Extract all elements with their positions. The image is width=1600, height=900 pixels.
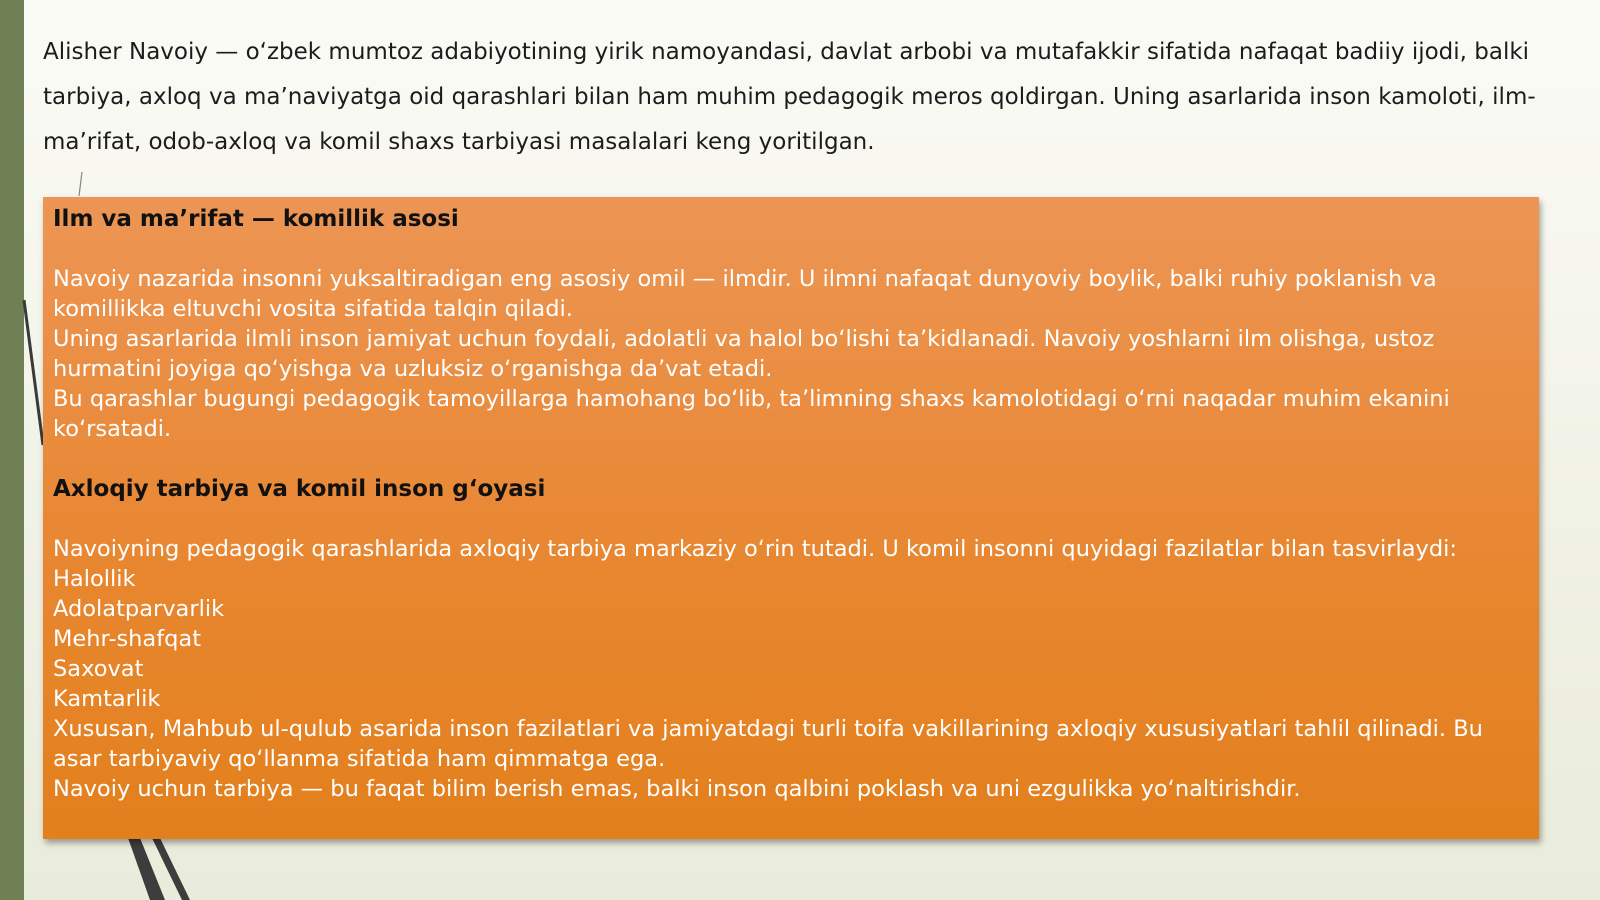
section1-paragraph-3: Bu qarashlar bugungi pedagogik tamoyillarga hamohang bo‘lib, ta’limning shaxs kamolotidagi o‘rni naqadar muhim ekanini ko‘rsatadi.	[53, 386, 1450, 442]
virtue-item: Mehr-shafqat	[53, 626, 202, 652]
section1-paragraph-1: Navoiy nazarida insonni yuksaltiradigan eng asosiy omil — ilmdir. U ilmni nafaqat dunyoviy boylik, balki ruhiy poklanish va komillikka eltuvchi vosita sifatida talqin qiladi.	[53, 266, 1437, 322]
deco-line-top	[79, 172, 82, 196]
section1-heading: Ilm va ma’rifat — komillik asosi	[53, 206, 459, 232]
spacer	[53, 504, 1529, 534]
deco-wedge-1	[128, 838, 165, 900]
section2-intro: Navoiyning pedagogik qarashlarida axloqiy tarbiya markaziy o‘rin tutadi. U komil insonni quyidagi fazilatlar bilan tasvirlaydi:	[53, 536, 1457, 562]
content-panel	[43, 197, 1539, 839]
spacer	[53, 444, 1529, 474]
deco-line-left	[24, 300, 43, 445]
section1-paragraph-2: Uning asarlarida ilmli inson jamiyat uchun foydali, adolatli va halol bo‘lishi ta’kidlanadi. Navoiy yoshlarni ilm olishga, ustoz hurmatini joyiga qo‘yishga va uzluksiz o‘rganishga da’vat etadi.	[53, 326, 1435, 382]
left-accent-bar	[0, 0, 24, 900]
spacer	[53, 234, 1529, 264]
section2-paragraph-1: Xususan, Mahbub ul-qulub asarida inson fazilatlari va jamiyatdagi turli toifa vakillarining axloqiy xususiyatlari tahlil qilinadi. Bu asar tarbiyaviy qo‘llanma sifatida ham qimmatga ega.	[53, 716, 1483, 772]
section2-heading: Axloqiy tarbiya va komil inson g‘oyasi	[53, 476, 546, 502]
intro-paragraph: Alisher Navoiy — o‘zbek mumtoz adabiyotining yirik namoyandasi, davlat arbobi va mutafakkir sifatida nafaqat badiiy ijodi, balki tarbiya, axloq va ma’naviyatga oid qarashlari bilan ham muhim pedagogik meros qoldirgan. Uning asarlarida inson kamoloti, ilm-ma’rifat, odob-axloq va komil shaxs tarbiyasi masalalari keng yoritilgan.	[43, 39, 1536, 155]
virtue-item: Adolatparvarlik	[53, 596, 225, 622]
virtue-item: Halollik	[53, 566, 136, 592]
section2-paragraph-2: Navoiy uchun tarbiya — bu faqat bilim berish emas, balki inson qalbini poklash va uni ezgulikka yo‘naltirishdir.	[53, 776, 1301, 802]
deco-wedge-2	[152, 838, 190, 900]
virtue-item: Saxovat	[53, 656, 144, 682]
virtue-item: Kamtarlik	[53, 686, 161, 712]
